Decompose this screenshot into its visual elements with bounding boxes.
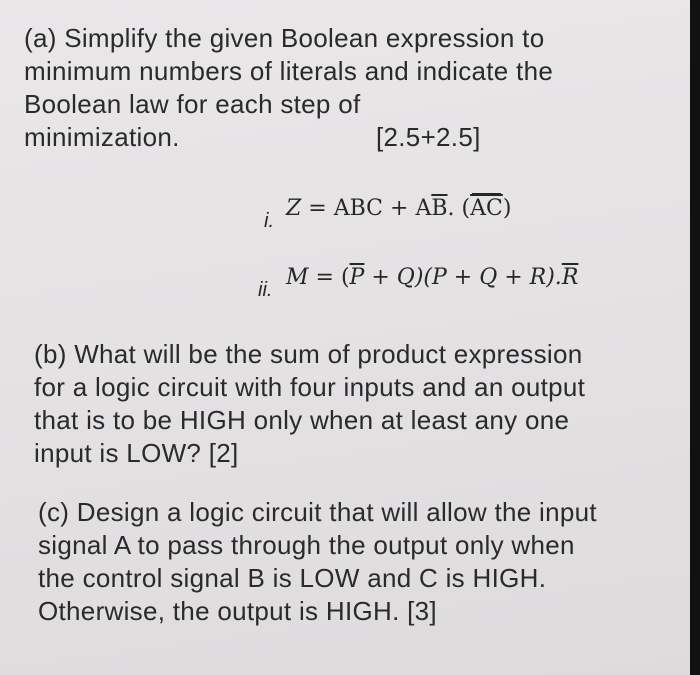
equation-i-lhs: Z: [286, 196, 302, 221]
question-c-line-4: Otherwise, the output is HIGH. [3]: [38, 596, 437, 626]
equation-i-term1: ABC: [333, 196, 384, 221]
equation-ii-lhs: M: [286, 265, 309, 290]
equation-i-term2-b: $\overline{B}$: [431, 196, 448, 221]
equation-i-inner: [470, 196, 503, 221]
equation-ii-p-bar: $\overline{P}$: [349, 265, 365, 290]
question-a-line-3: Boolean law for each step of: [24, 89, 361, 119]
question-b-line-2: for a logic circuit with four inputs and an output: [34, 372, 586, 402]
question-c-line-2: signal A to pass through the output only when: [38, 530, 575, 560]
question-a-marks: [2.5+2.5]: [376, 122, 481, 152]
question-c-line-1: (c) Design a logic circuit that will allow the input: [38, 497, 597, 527]
question-b: [34, 338, 654, 470]
question-a-minimization: minimization.: [24, 122, 180, 152]
equation-i-term2-a: A: [415, 196, 432, 221]
equation-ii-part1-rest: + Q)(P + Q + R).: [364, 265, 562, 290]
equation-ii-r-bar: $\overline{R}$: [561, 265, 579, 290]
equation-i-plus: +: [383, 196, 416, 221]
equation-i-inner-c: $\overline{C}$: [485, 196, 503, 221]
question-b-line-1: (b) What will be the sum of product expression: [34, 339, 583, 369]
equation-i-numeral: i.: [264, 210, 274, 232]
equation-ii: [258, 265, 579, 301]
equation-ii-numeral: ii.: [258, 279, 273, 301]
equation-i: [264, 196, 512, 232]
question-a-line-4: [24, 121, 674, 154]
question-a-line-1: (a) Simplify the given Boolean expression to: [24, 23, 545, 53]
equation-ii-equals: = (: [308, 265, 350, 290]
question-a: [24, 22, 674, 154]
equation-i-inner-a: $\overline{A}$: [470, 196, 486, 221]
equation-i-close: ): [502, 196, 512, 221]
question-b-line-4: input is LOW? [2]: [34, 438, 239, 468]
equation-i-equals: =: [301, 196, 334, 221]
question-c: [38, 496, 666, 628]
question-a-line-2: minimum numbers of literals and indicate the: [24, 56, 554, 86]
question-b-line-3: that is to be HIGH only when at least any one: [34, 405, 570, 435]
question-c-line-3: the control signal B is LOW and C is HIGH.: [38, 563, 547, 593]
equation-i-dot: . (: [447, 196, 471, 221]
